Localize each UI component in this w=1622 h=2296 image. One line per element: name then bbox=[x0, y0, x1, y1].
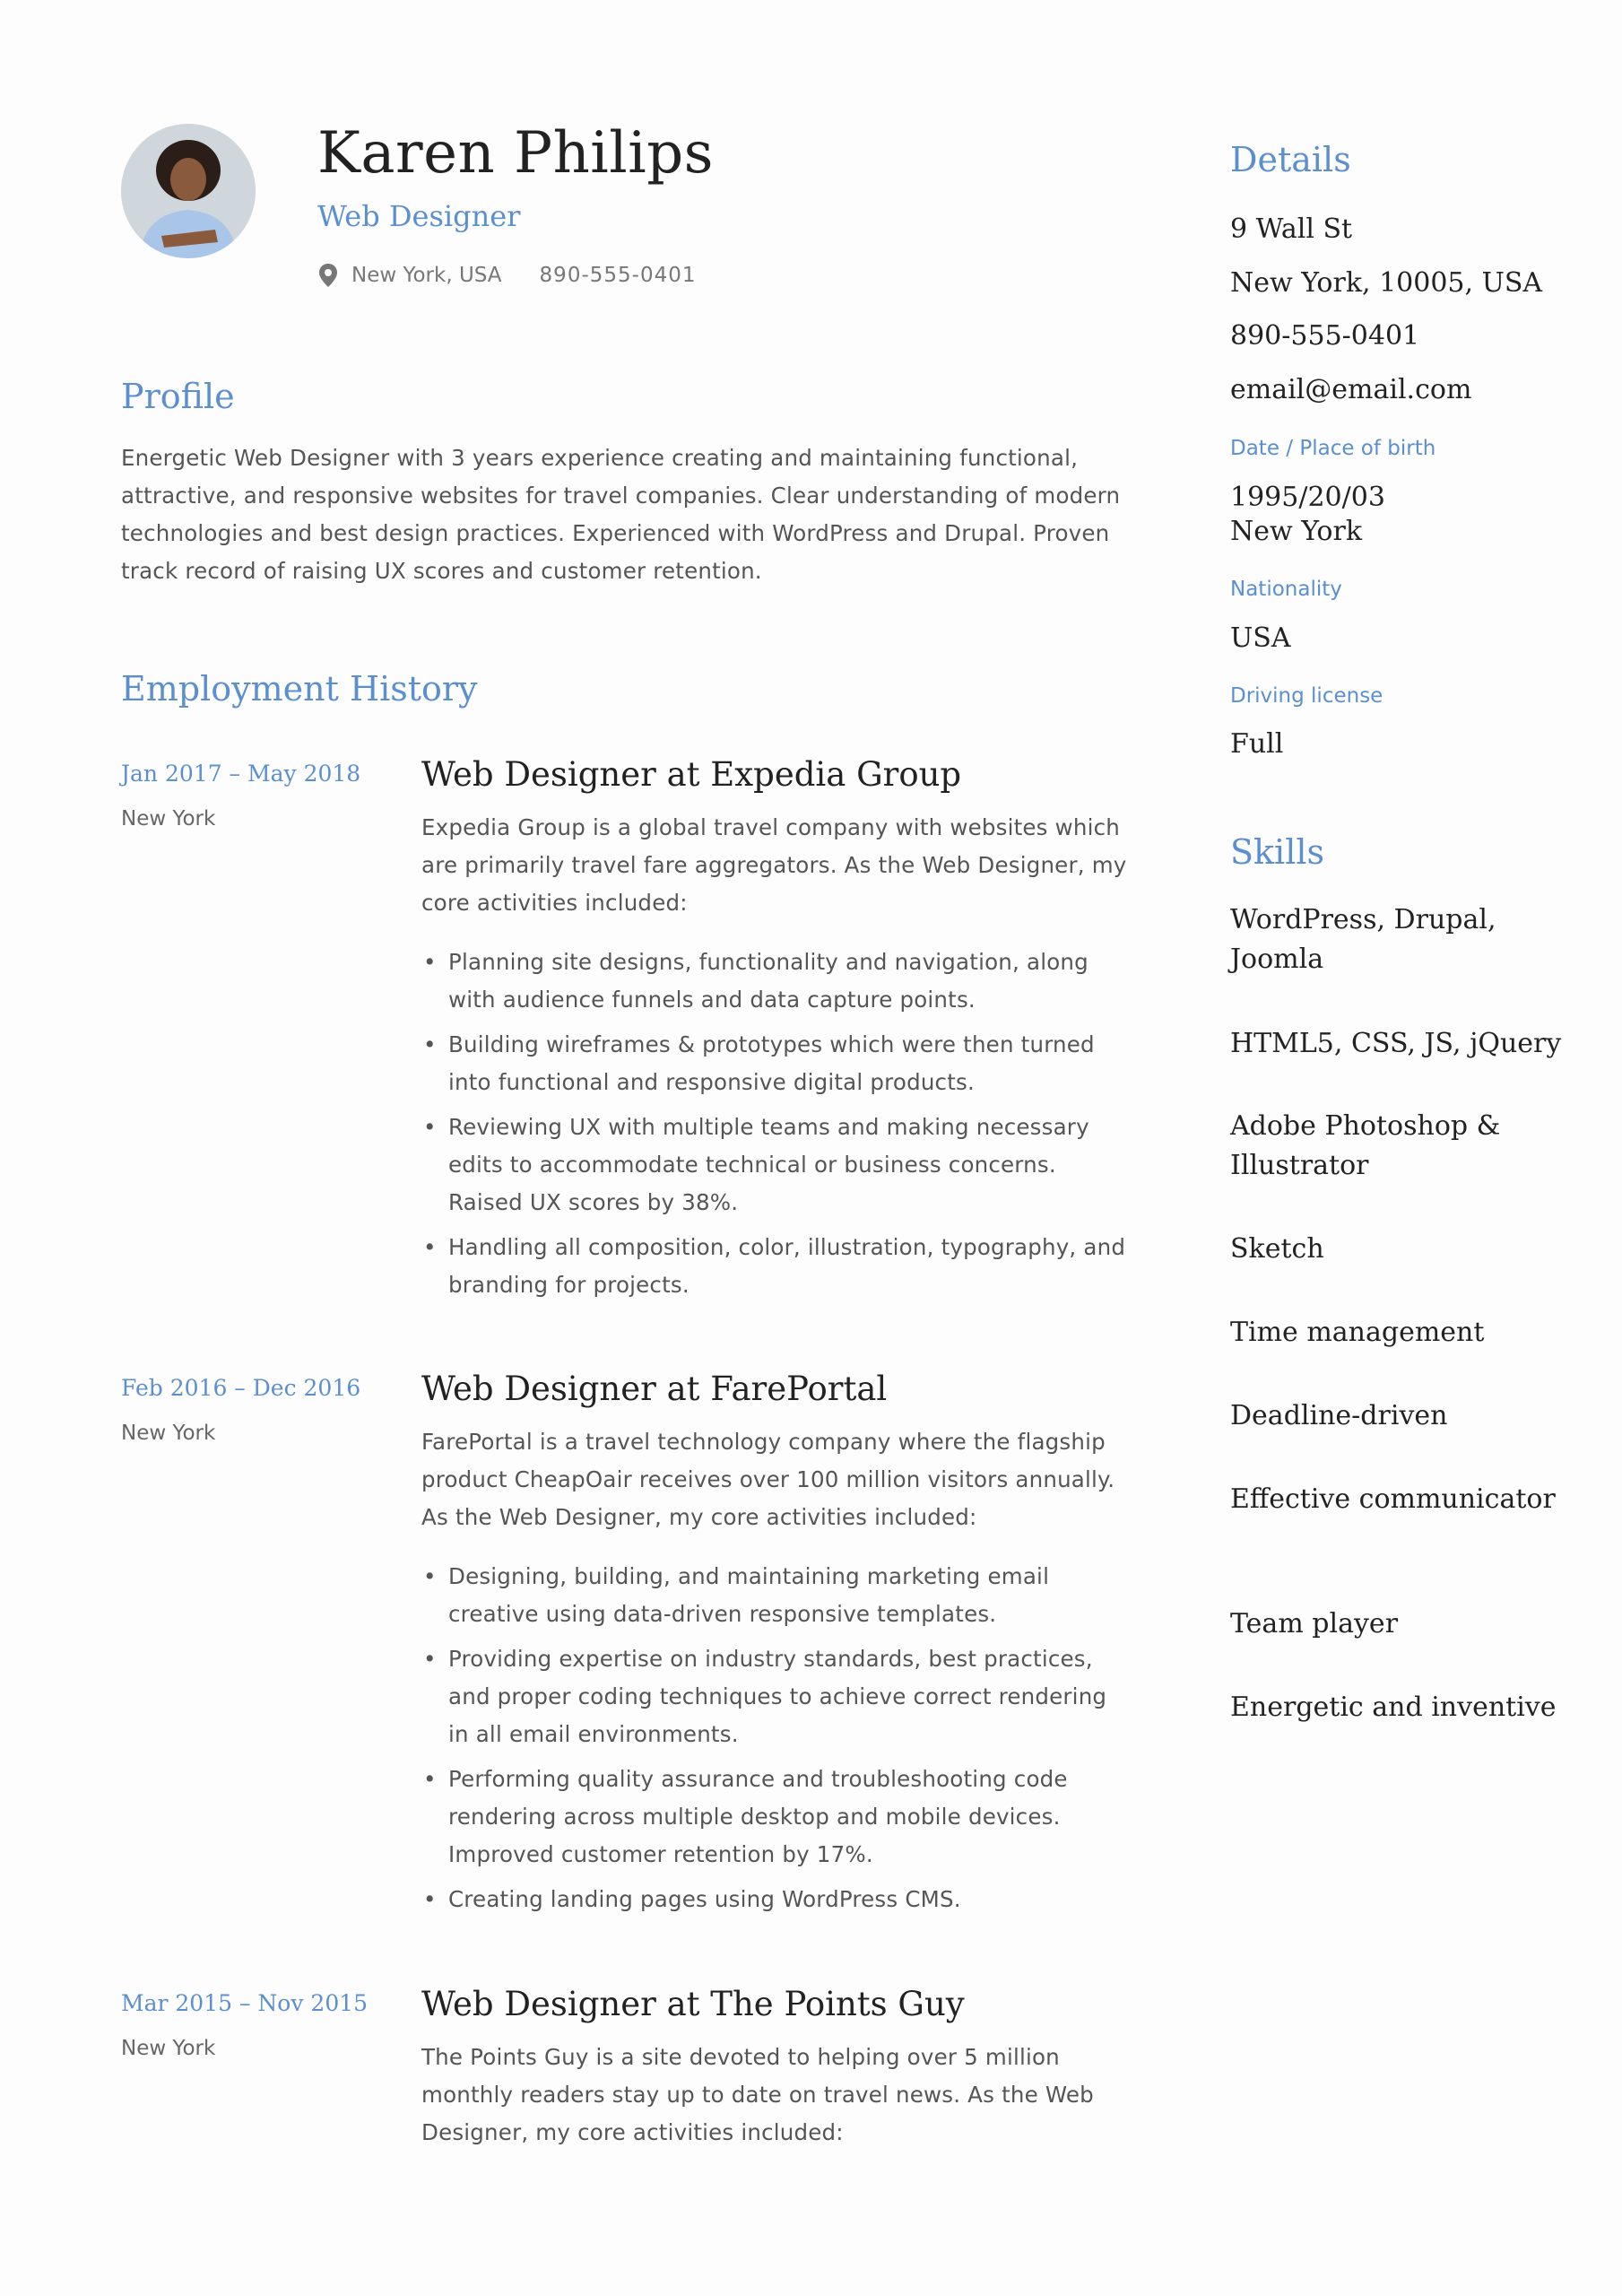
header-location: New York, USA bbox=[351, 264, 502, 287]
birth-date: 1995/20/03 bbox=[1230, 482, 1385, 513]
job-city: New York bbox=[121, 807, 216, 831]
skill-item: Effective communicator bbox=[1230, 1483, 1556, 1515]
header-contact bbox=[317, 263, 696, 288]
job-description bbox=[421, 1423, 1130, 1926]
job-city: New York bbox=[121, 2037, 216, 2060]
skill-item: Sketch bbox=[1230, 1233, 1324, 1265]
job-description bbox=[421, 2039, 1130, 2152]
job-title: Web Designer at The Points Guy bbox=[421, 1985, 965, 2023]
profile-heading: Profile bbox=[121, 377, 235, 416]
license-value: Full bbox=[1230, 728, 1284, 760]
job-bullets bbox=[421, 944, 1130, 1304]
details-heading: Details bbox=[1230, 140, 1351, 179]
detail-email: email@email.com bbox=[1230, 374, 1472, 405]
profile-photo-icon bbox=[121, 124, 256, 258]
detail-address-line2: New York, 10005, USA bbox=[1230, 267, 1543, 299]
detail-address-line1: 9 Wall St bbox=[1230, 213, 1353, 245]
location-pin-icon bbox=[317, 263, 339, 288]
nationality-label: Nationality bbox=[1230, 578, 1342, 601]
skill-item: WordPress, Drupal, Joomla bbox=[1230, 904, 1496, 975]
job-city: New York bbox=[121, 1422, 216, 1445]
job-bullet: • Reviewing UX with multiple teams and making necessary edits to accommodate technical or business concerns. Raised UX scores by 38%. bbox=[421, 1109, 1130, 1222]
job-bullet: • Planning site designs, functionality and navigation, along with audience funnels and data capture points. bbox=[421, 944, 1130, 1019]
job-title: Web Designer at FarePortal bbox=[421, 1370, 888, 1408]
skill-item: Energetic and inventive bbox=[1230, 1692, 1557, 1723]
candidate-title: Web Designer bbox=[317, 199, 521, 233]
job-dates: Feb 2016 – Dec 2016 bbox=[121, 1375, 361, 1401]
skill-item: Deadline-driven bbox=[1230, 1400, 1448, 1431]
skill-item: HTML5, CSS, JS, jQuery bbox=[1230, 1028, 1562, 1059]
job-bullet: • Designing, building, and maintaining marketing email creative using data-driven responsive templates. bbox=[421, 1558, 1130, 1633]
job-summary: FarePortal is a travel technology company where the flagship product CheapOair receives over 100 million visitors annually. As the Web Designer, my core activities included: bbox=[421, 1429, 1115, 1530]
job-bullet: • Providing expertise on industry standards, best practices, and proper coding techniques to achieve correct rendering in all email environments. bbox=[421, 1640, 1130, 1753]
nationality-value: USA bbox=[1230, 622, 1291, 654]
skills-section bbox=[1230, 832, 1589, 872]
birth-place: New York bbox=[1230, 516, 1362, 547]
avatar bbox=[121, 124, 256, 258]
job-dates: Mar 2015 – Nov 2015 bbox=[121, 1990, 369, 2016]
job-bullets bbox=[421, 1558, 1130, 1918]
job-bullet: • Handling all composition, color, illustration, typography, and branding for projects. bbox=[421, 1229, 1130, 1304]
job-summary: The Points Guy is a site devoted to helping over 5 million monthly readers stay up to date on travel news. As the Web Designer, my core activities included: bbox=[421, 2044, 1094, 2145]
job-description bbox=[421, 809, 1130, 1311]
skill-item: Team player bbox=[1230, 1608, 1399, 1639]
birth-label: Date / Place of birth bbox=[1230, 437, 1436, 460]
job-summary: Expedia Group is a global travel company with websites which are primarily travel fare aggregators. As the Web Designer, my core activities included: bbox=[421, 814, 1127, 916]
skills-list bbox=[1230, 900, 1589, 1797]
candidate-name: Karen Philips bbox=[317, 120, 714, 187]
job-title: Web Designer at Expedia Group bbox=[421, 755, 962, 794]
license-label: Driving license bbox=[1230, 684, 1383, 708]
job-dates: Jan 2017 – May 2018 bbox=[121, 761, 361, 787]
skill-item: Adobe Photoshop & Illustrator bbox=[1230, 1110, 1501, 1181]
header-phone: 890-555-0401 bbox=[539, 264, 697, 287]
job-bullet: • Performing quality assurance and troubleshooting code rendering across multiple desktop and mobile devices. Improved customer retention by 17%. bbox=[421, 1761, 1130, 1874]
job-bullet: • Creating landing pages using WordPress CMS. bbox=[421, 1881, 1130, 1918]
skills-heading: Skills bbox=[1230, 832, 1325, 872]
detail-phone: 890-555-0401 bbox=[1230, 320, 1420, 352]
profile-section bbox=[121, 377, 1121, 590]
skill-item: Time management bbox=[1230, 1317, 1485, 1348]
profile-text: Energetic Web Designer with 3 years experience creating and maintaining functional, attractive, and responsive websites for travel companies. Clear understanding of modern technologies and best design practices. Experienced with WordPress and Drupal. Proven track record of raising UX scores and customer retention. bbox=[121, 445, 1121, 584]
employment-heading-wrap bbox=[121, 669, 1121, 709]
employment-heading: Employment History bbox=[121, 669, 478, 709]
details-section bbox=[1230, 140, 1589, 179]
job-bullet: • Building wireframes & prototypes which were then turned into functional and responsive digital products. bbox=[421, 1026, 1130, 1101]
